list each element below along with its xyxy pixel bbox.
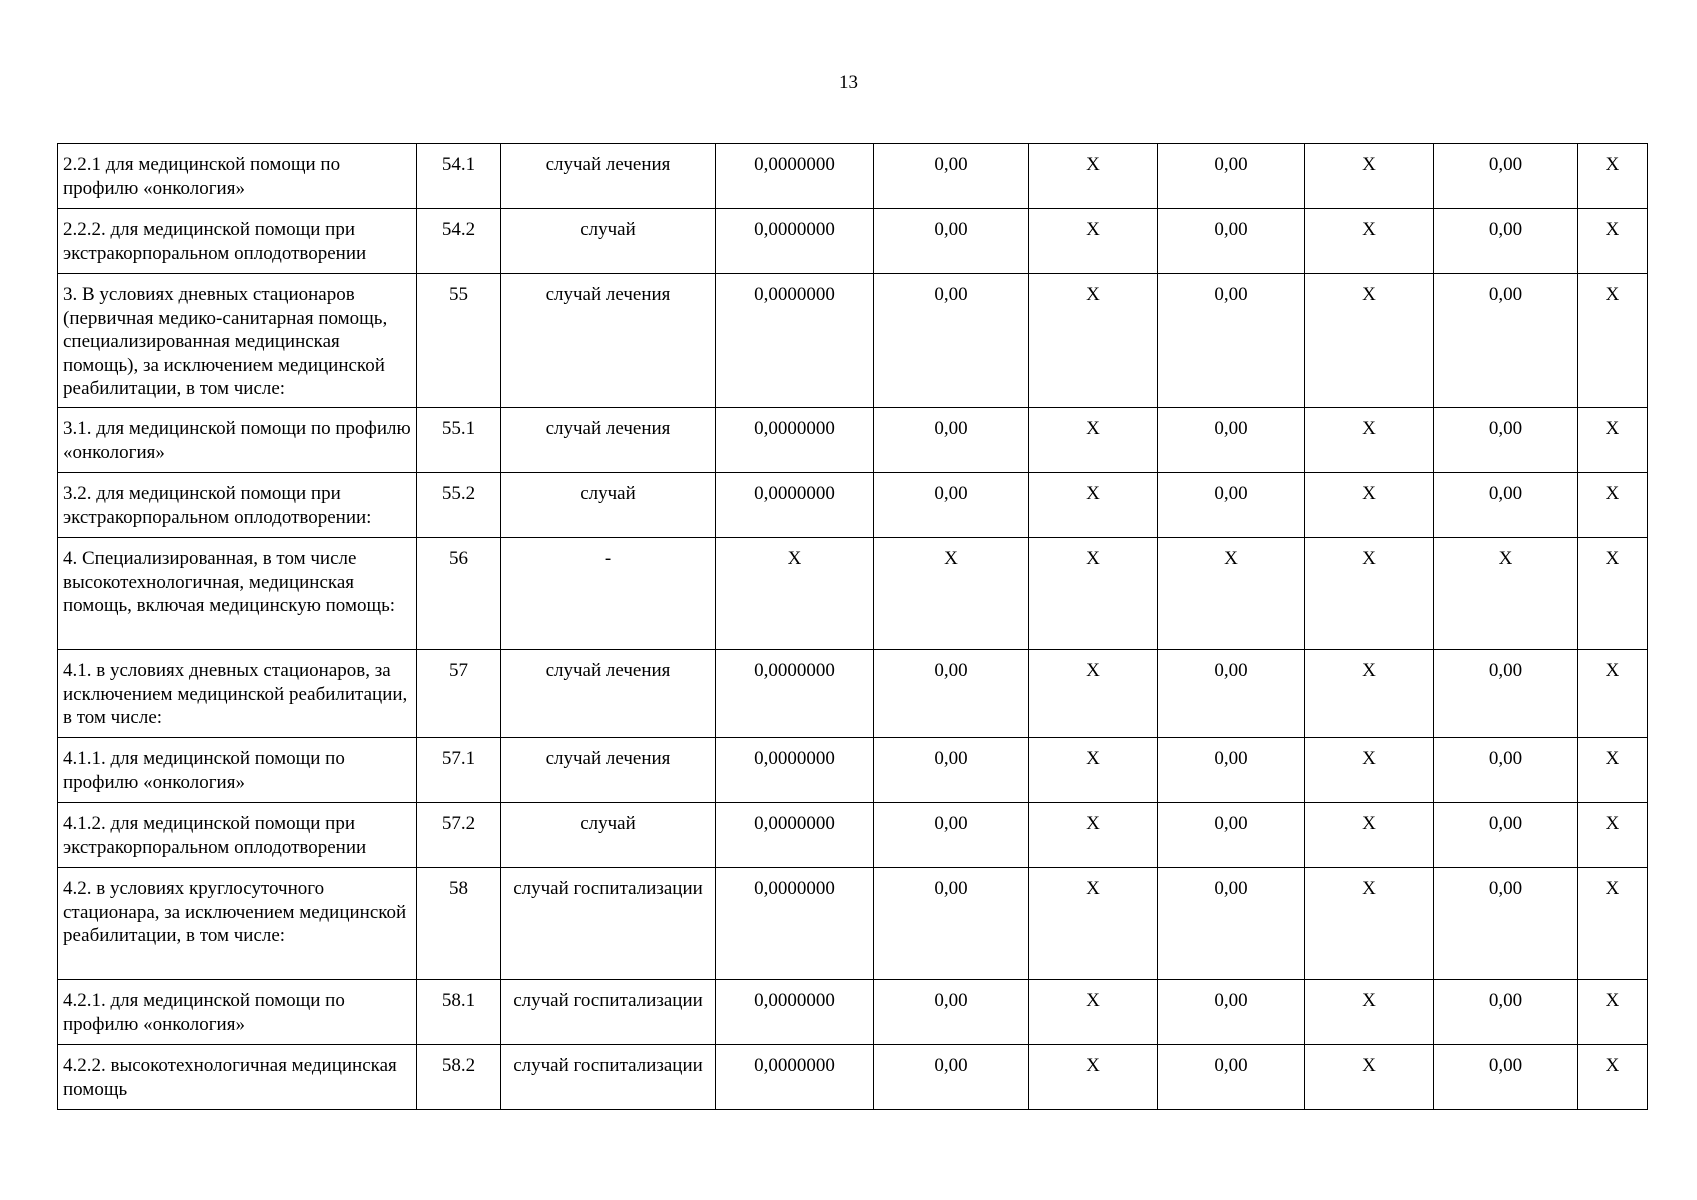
cell-value-x1: X	[1029, 1045, 1158, 1110]
cell-value-x2: X	[1305, 473, 1434, 538]
cell-row-label: 4.1. в условиях дневных стационаров, за исключением медицинской реабилитации, в том числе:	[58, 650, 417, 738]
cell-row-label: 4. Специализированная, в том числе высокотехнологичная, медицинская помощь, включая медицинскую помощь:	[58, 538, 417, 650]
cell-row-label: 2.2.2. для медицинской помощи при экстракорпоральном оплодотворении	[58, 209, 417, 274]
table-row	[58, 980, 1648, 1045]
cell-row-label: 3. В условиях дневных стационаров (первичная медико-санитарная помощь, специализированная медицинская помощь), за исключением медицинской реабилитации, в том числе:	[58, 274, 417, 408]
cell-value-x3: X	[1578, 538, 1648, 650]
page-number: 13	[839, 72, 858, 93]
cell-value-norm: 0,0000000	[716, 274, 874, 408]
table-row	[58, 209, 1648, 274]
table-row	[58, 868, 1648, 980]
cell-value-x1: X	[1029, 144, 1158, 209]
cell-value-sum1: X	[1158, 538, 1305, 650]
table-row	[58, 803, 1648, 868]
cell-row-code: 56	[417, 538, 501, 650]
cell-value-sum2: 0,00	[1434, 868, 1578, 980]
cell-unit: случай госпитализации	[501, 1045, 716, 1110]
table-row	[58, 408, 1648, 473]
cell-unit: случай лечения	[501, 650, 716, 738]
cell-value-sum1: 0,00	[1158, 144, 1305, 209]
cell-value-norm: 0,0000000	[716, 144, 874, 209]
cell-value-x2: X	[1305, 209, 1434, 274]
cell-value-norm: 0,0000000	[716, 868, 874, 980]
cell-value-norm: 0,0000000	[716, 738, 874, 803]
cell-value-norm: 0,0000000	[716, 1045, 874, 1110]
cell-value-cost: 0,00	[874, 650, 1029, 738]
cell-value-sum1: 0,00	[1158, 209, 1305, 274]
table-row	[58, 1045, 1648, 1110]
cell-value-sum2: 0,00	[1434, 473, 1578, 538]
cell-row-code: 55	[417, 274, 501, 408]
cell-row-code: 58.1	[417, 980, 501, 1045]
cell-value-x1: X	[1029, 803, 1158, 868]
cell-row-label: 4.1.1. для медицинской помощи по профилю «онкология»	[58, 738, 417, 803]
cell-unit: случай	[501, 473, 716, 538]
cell-value-x2: X	[1305, 408, 1434, 473]
cell-value-x3: X	[1578, 274, 1648, 408]
cell-value-cost: X	[874, 538, 1029, 650]
cell-value-sum2: 0,00	[1434, 144, 1578, 209]
cell-value-x1: X	[1029, 738, 1158, 803]
cell-unit: случай лечения	[501, 144, 716, 209]
cell-value-x3: X	[1578, 209, 1648, 274]
cell-row-code: 57.2	[417, 803, 501, 868]
cell-value-cost: 0,00	[874, 274, 1029, 408]
cell-value-sum1: 0,00	[1158, 650, 1305, 738]
data-table	[57, 143, 1648, 1110]
cell-value-cost: 0,00	[874, 144, 1029, 209]
cell-value-sum1: 0,00	[1158, 803, 1305, 868]
cell-value-x1: X	[1029, 868, 1158, 980]
cell-unit: случай	[501, 209, 716, 274]
cell-value-x1: X	[1029, 538, 1158, 650]
cell-value-x2: X	[1305, 538, 1434, 650]
cell-value-x1: X	[1029, 980, 1158, 1045]
cell-value-sum2: 0,00	[1434, 980, 1578, 1045]
cell-value-norm: 0,0000000	[716, 209, 874, 274]
cell-value-cost: 0,00	[874, 1045, 1029, 1110]
cell-value-cost: 0,00	[874, 408, 1029, 473]
cell-row-code: 55.2	[417, 473, 501, 538]
cell-unit: случай госпитализации	[501, 868, 716, 980]
cell-value-x2: X	[1305, 738, 1434, 803]
cell-value-sum2: 0,00	[1434, 650, 1578, 738]
cell-value-x1: X	[1029, 274, 1158, 408]
table-row	[58, 738, 1648, 803]
cell-unit: случай лечения	[501, 738, 716, 803]
cell-value-x1: X	[1029, 209, 1158, 274]
cell-value-norm: 0,0000000	[716, 980, 874, 1045]
cell-unit: случай лечения	[501, 274, 716, 408]
cell-value-x3: X	[1578, 738, 1648, 803]
cell-value-sum1: 0,00	[1158, 738, 1305, 803]
cell-value-x3: X	[1578, 868, 1648, 980]
cell-value-x2: X	[1305, 274, 1434, 408]
cell-row-code: 54.2	[417, 209, 501, 274]
cell-row-label: 3.2. для медицинской помощи при экстракорпоральном оплодотворении:	[58, 473, 417, 538]
cell-value-x3: X	[1578, 803, 1648, 868]
cell-unit: случай	[501, 803, 716, 868]
cell-row-label: 4.2.2. высокотехнологичная медицинская помощь	[58, 1045, 417, 1110]
cell-value-norm: X	[716, 538, 874, 650]
cell-value-sum1: 0,00	[1158, 274, 1305, 408]
cell-value-x2: X	[1305, 868, 1434, 980]
cell-value-sum2: 0,00	[1434, 408, 1578, 473]
cell-row-code: 55.1	[417, 408, 501, 473]
cell-value-sum1: 0,00	[1158, 980, 1305, 1045]
cell-value-sum1: 0,00	[1158, 1045, 1305, 1110]
table-row	[58, 538, 1648, 650]
cell-value-x1: X	[1029, 473, 1158, 538]
cell-value-cost: 0,00	[874, 738, 1029, 803]
cell-unit: случай лечения	[501, 408, 716, 473]
cell-value-x2: X	[1305, 144, 1434, 209]
cell-row-label: 4.2. в условиях круглосуточного стационара, за исключением медицинской реабилитации, в том числе:	[58, 868, 417, 980]
cell-value-cost: 0,00	[874, 209, 1029, 274]
cell-value-norm: 0,0000000	[716, 408, 874, 473]
cell-value-sum2: 0,00	[1434, 803, 1578, 868]
table-row	[58, 274, 1648, 408]
cell-unit: -	[501, 538, 716, 650]
cell-value-x3: X	[1578, 473, 1648, 538]
cell-value-x3: X	[1578, 144, 1648, 209]
cell-row-code: 54.1	[417, 144, 501, 209]
cell-row-code: 58	[417, 868, 501, 980]
cell-value-sum2: 0,00	[1434, 1045, 1578, 1110]
table-row	[58, 650, 1648, 738]
cell-value-sum2: 0,00	[1434, 738, 1578, 803]
cell-value-sum1: 0,00	[1158, 473, 1305, 538]
cell-value-x1: X	[1029, 408, 1158, 473]
table-row	[58, 144, 1648, 209]
cell-value-x1: X	[1029, 650, 1158, 738]
cell-value-sum2: 0,00	[1434, 274, 1578, 408]
cell-value-x3: X	[1578, 980, 1648, 1045]
cell-value-cost: 0,00	[874, 868, 1029, 980]
cell-value-cost: 0,00	[874, 980, 1029, 1045]
cell-row-label: 4.1.2. для медицинской помощи при экстракорпоральном оплодотворении	[58, 803, 417, 868]
cell-row-label: 3.1. для медицинской помощи по профилю «онкология»	[58, 408, 417, 473]
cell-value-x2: X	[1305, 980, 1434, 1045]
cell-value-x2: X	[1305, 650, 1434, 738]
cell-value-sum1: 0,00	[1158, 868, 1305, 980]
cell-row-label: 4.2.1. для медицинской помощи по профилю «онкология»	[58, 980, 417, 1045]
cell-value-x2: X	[1305, 1045, 1434, 1110]
cell-value-x3: X	[1578, 408, 1648, 473]
cell-row-code: 57	[417, 650, 501, 738]
cell-value-cost: 0,00	[874, 473, 1029, 538]
cell-value-x2: X	[1305, 803, 1434, 868]
cell-value-sum2: 0,00	[1434, 209, 1578, 274]
cell-row-code: 58.2	[417, 1045, 501, 1110]
cell-value-cost: 0,00	[874, 803, 1029, 868]
cell-row-label: 2.2.1 для медицинской помощи по профилю «онкология»	[58, 144, 417, 209]
table-row	[58, 473, 1648, 538]
cell-unit: случай госпитализации	[501, 980, 716, 1045]
cell-value-sum1: 0,00	[1158, 408, 1305, 473]
cell-value-x3: X	[1578, 1045, 1648, 1110]
cell-value-sum2: X	[1434, 538, 1578, 650]
cell-row-code: 57.1	[417, 738, 501, 803]
cell-value-norm: 0,0000000	[716, 473, 874, 538]
cell-value-norm: 0,0000000	[716, 803, 874, 868]
cell-value-x3: X	[1578, 650, 1648, 738]
cell-value-norm: 0,0000000	[716, 650, 874, 738]
